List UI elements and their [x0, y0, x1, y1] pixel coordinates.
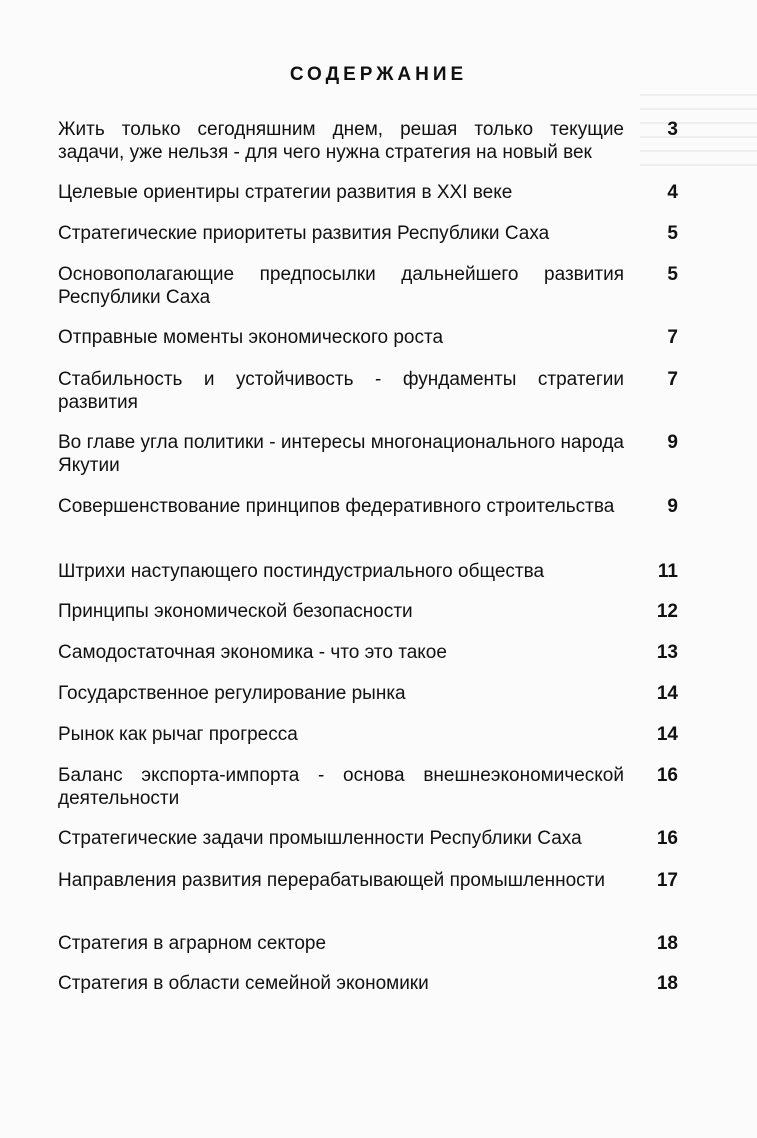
toc-entry-title: Жить только сегодняшним днем, решая только текущие задачи, уже нельзя - для чего нужна стратегия на новый век	[58, 119, 624, 163]
toc-entry-page: 9	[667, 496, 678, 517]
toc-entry-page: 18	[656, 933, 678, 954]
toc-entry-page: 4	[667, 182, 678, 203]
toc-entry-page: 5	[667, 223, 678, 244]
toc-entry-title: Основополагающие предпосылки дальнейшего развития Республики Саха	[58, 264, 624, 308]
toc-entry-title: Самодостаточная экономика - что это такое	[58, 642, 447, 663]
toc-entry-title: Баланс экспорта-импорта - основа внешнеэкономической деятельности	[58, 765, 624, 809]
toc-entry-page: 16	[656, 765, 678, 786]
toc-entry-page: 7	[667, 369, 678, 390]
toc-entry-title: Рынок как рычаг прогресса	[58, 724, 298, 745]
toc-entry-page: 3	[667, 119, 678, 140]
toc-entry-page: 12	[656, 601, 678, 622]
toc-entry-page: 16	[656, 828, 678, 849]
toc-entry-title: Штрихи наступающего постиндустриального общества	[58, 561, 545, 582]
toc-entry-title: Совершенствование принципов федеративного строительства	[58, 496, 615, 517]
toc-entry-title: Стратегия в области семейной экономики	[58, 973, 429, 994]
toc-entry-page: 9	[667, 432, 678, 453]
toc-entry-page: 7	[667, 327, 678, 348]
toc-entry-page: 17	[656, 870, 678, 891]
toc-entry-title: Стабильность и устойчивость - фундаменты стратегии развития	[58, 369, 624, 413]
toc-entry-title: Направления развития перерабатывающей промышленности	[58, 870, 605, 891]
toc-entry-title: Государственное регулирование рынка	[58, 683, 406, 704]
toc-entry-page: 11	[657, 561, 678, 582]
toc-entry-title: Отправные моменты экономического роста	[58, 327, 444, 348]
toc-entry-title: Целевые ориентиры стратегии развития в XXI веке	[58, 182, 513, 203]
toc-entry-title: Стратегические задачи промышленности Республики Саха	[58, 828, 582, 849]
toc-entry-page: 14	[656, 683, 678, 704]
toc-entry-title: Стратегические приоритеты развития Республики Саха	[58, 223, 550, 244]
toc-entry-page: 13	[656, 642, 678, 663]
toc-entry-page: 5	[667, 264, 678, 285]
toc-entry-title: Во главе угла политики - интересы многонационального народа Якутии	[58, 432, 624, 476]
page-title: СОДЕРЖАНИЕ	[289, 64, 468, 85]
toc-entry-page: 14	[656, 724, 678, 745]
toc-entry-page: 18	[656, 973, 678, 994]
toc-entry-title: Принципы экономической безопасности	[58, 601, 413, 622]
toc-entry-title: Стратегия в аграрном секторе	[58, 933, 327, 954]
